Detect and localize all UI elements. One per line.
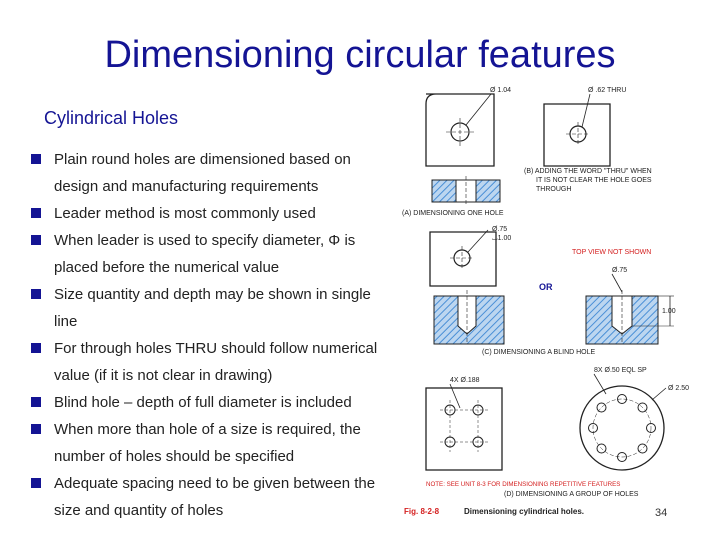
bullet-text: Size quantity and depth may be shown in single line: [54, 286, 371, 330]
hole-group-4x: [440, 400, 488, 452]
caption-b-line2: IT IS NOT CLEAR THE HOLE GOES: [536, 177, 652, 184]
dim-label-4x: 4X Ø.188: [450, 377, 480, 384]
fig-caption: Dimensioning cylindrical holes.: [464, 507, 585, 516]
slide-title: Dimensioning circular features: [104, 34, 616, 76]
bullet-marker-icon: [31, 154, 41, 164]
bullet-marker-icon: [31, 235, 41, 245]
bullet-text: Leader method is most commonly used: [54, 205, 316, 222]
technical-drawing-figure: [396, 82, 720, 534]
leader-a: [466, 94, 491, 125]
bullet-list: [30, 146, 390, 524]
dim-label-blind-top: Ø.75: [612, 267, 628, 274]
bullet-item: [30, 281, 390, 335]
bullet-item: [30, 227, 390, 281]
technical-drawing-svg: [396, 82, 720, 534]
part-outline-d1: [426, 388, 502, 470]
bullet-marker-icon: [31, 478, 41, 488]
part-outline-c: [430, 232, 496, 286]
bullet-item: [30, 146, 390, 200]
bullet-item: [30, 200, 390, 227]
bullet-text: Blind hole – depth of full diameter is included: [54, 394, 352, 411]
bullet-item: [30, 470, 390, 524]
top-view-note: TOP VIEW NOT SHOWN: [572, 249, 652, 256]
caption-c: (C) DIMENSIONING A BLIND HOLE: [482, 349, 596, 356]
bullet-text: Adequate spacing need to be given between the size and quantity of holes: [54, 475, 376, 519]
bullet-marker-icon: [31, 289, 41, 299]
bullet-text: Plain round holes are dimensioned based on design and manufacturing requirements: [54, 151, 351, 195]
dim-label-b: Ø .62 THRU: [588, 87, 627, 94]
caption-a: (A) DIMENSIONING ONE HOLE: [402, 210, 504, 217]
bullet-marker-icon: [31, 424, 41, 434]
caption-d: (D) DIMENSIONING A GROUP OF HOLES: [504, 491, 639, 498]
note-repetitive: NOTE: SEE UNIT 8-3 FOR DIMENSIONING REPETITIVE FEATURES: [426, 481, 621, 488]
caption-b-line3: THROUGH: [536, 186, 572, 193]
hole-group-8x: [589, 395, 656, 462]
dim-label-c1: Ø.75: [492, 226, 508, 233]
fig-label: Fig. 8-2-8: [404, 507, 440, 516]
part-outline-d2: [580, 386, 664, 470]
slide-subtitle: Cylindrical Holes: [44, 108, 179, 128]
depth-label: 1.00: [662, 308, 676, 315]
dim-label-c2: ⌴1.00: [492, 235, 512, 242]
bullet-marker-icon: [31, 343, 41, 353]
bullet-text: When leader is used to specify diameter, Φ is placed before the numerical value: [54, 232, 356, 276]
dim-label-8x: 8X Ø.50 EQL SP: [594, 367, 647, 374]
or-label: OR: [539, 282, 553, 292]
bullet-text: For through holes THRU should follow numerical value (if it is not clear in drawing): [54, 340, 378, 384]
dim-label-250: Ø 2.50: [668, 385, 690, 392]
dim-label-a: Ø 1.04: [490, 87, 512, 94]
bullet-item: [30, 416, 390, 470]
bullet-item: [30, 335, 390, 389]
page-number: 34: [655, 507, 668, 519]
bullet-marker-icon: [31, 208, 41, 218]
bullet-item: [30, 389, 390, 416]
leader-b: [582, 94, 590, 127]
caption-b-line1: (B) ADDING THE WORD "THRU" WHEN: [524, 168, 652, 175]
bullet-text: When more than hole of a size is required, the number of holes should be specified: [54, 421, 361, 465]
part-outline-b: [544, 104, 610, 166]
leader-c: [468, 230, 488, 252]
bullet-marker-icon: [31, 397, 41, 407]
